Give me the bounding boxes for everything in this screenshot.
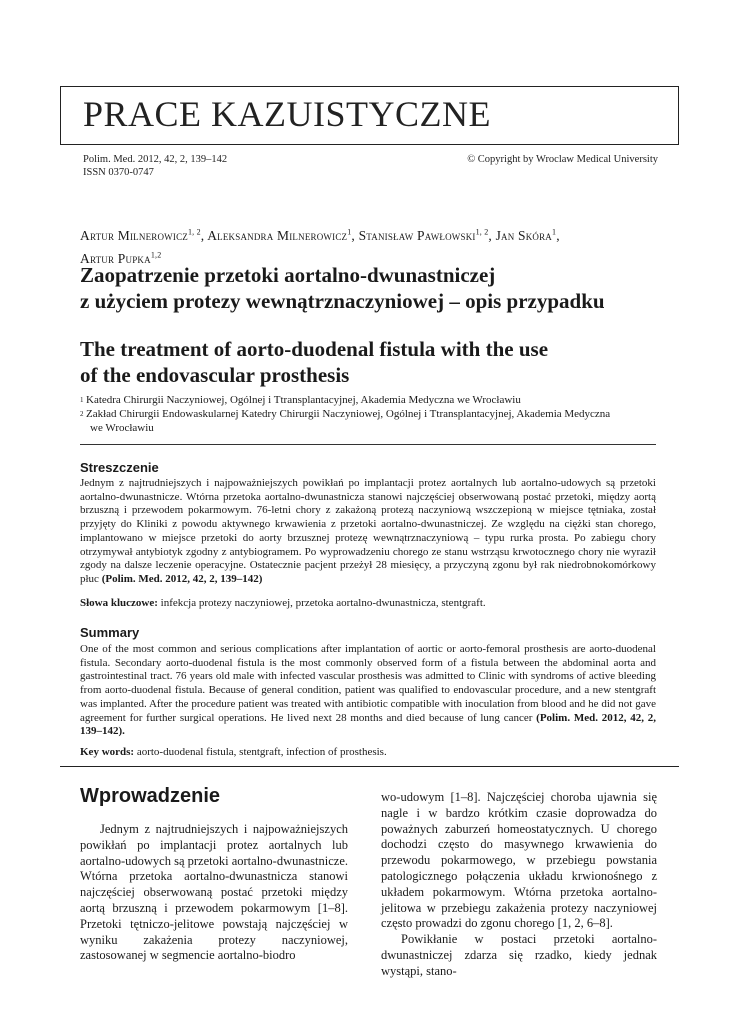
author: Stanisław Pawłowski$^{1, 2}$, (358, 227, 496, 243)
author: Jan Skóra$^1$, (495, 227, 560, 243)
affiliation-2 (80, 407, 670, 421)
divider (60, 766, 679, 767)
abstract-text: Jednym z najtrudniejszych i najpoważniejszych powikłań po implantacji protez aortalnych lub aortalno-udowych są przetoki aortalno-dwunastnicze. Wtórna przetoka aortalno-dwunastnicza stanowi najczęściej obserwowaną postać przetoki, między aortą brzuszną i przewodem pokarmowym. 76-letni chory z zakażoną protezą naczyniową wszczepioną w miejsce tętniaka, został przyjęty do Kliniki z powodu aktywnego krwawienia z przetoki aortalno-dwunastniczej. Ze względu na ciężki stan chorego, implantowano w miejsce przetoki do aorty brzusznej protezę wewnątrznaczyniową – typu rurka prosta. Po zabiegu chory otrzymywał antybiotyk zgodny z antybiogramem. Po wyprowadzeniu chorego ze stanu wstrząsu krwotocznego chory nie wyraził zgody na dalsze leczenie operacyjne. Ostatecznie pacjent przeżył 28 miesięcy, a przyczyną zgonu był rak niedrobnokomórkowy płuc (80, 477, 656, 585)
affiliation-text: Zakład Chirurgii Endowaskularnej Katedry Chirurgii Naczyniowej, Ogólnej i Ttransplantacyjnej, Akademia Medyczna (86, 408, 611, 420)
title-polish-line: Zaopatrzenie przetoki aortalno-dwunastniczej (80, 263, 496, 287)
streszczenie-body (80, 477, 656, 587)
paragraph: wo-udowym [1–8]. Najczęściej choroba ujawnia się nagle i w bardzo krótkim czasie doprowadza do poważnych zaburzeń homeostatycznych. U chorego dochodzi często do masywnego krwawienia do przewodu pokarmowego, w przebiegu powstania patologicznego połączenia układu krwionośnego z układem pokarmowym. Wtórna przetoka aortalno-jelitowa w przebiegu zakażenia protezy naczyniowej często prowadzi do zgonu chorego [1, 2, 6–8]. (381, 790, 657, 931)
paragraph: Powikłanie w postaci przetoki aortalno-dwunastniczej zdarza się rzadko, kiedy jednak wystąpi, stano- (381, 932, 657, 978)
summary-body (80, 643, 656, 739)
divider (80, 444, 656, 445)
section-title: PRACE KAZUISTYCZNE (83, 94, 492, 134)
slowa-kluczowe (80, 597, 656, 611)
title-polish (80, 262, 680, 314)
journal-citation: Polim. Med. 2012, 42, 2, 139–142 (83, 154, 228, 165)
author: Artur Milnerowicz$^{1, 2}$, (80, 227, 208, 243)
intro-right-column (381, 790, 657, 980)
intro-left-column (80, 822, 348, 964)
affiliation-1 (80, 393, 670, 407)
keywords-label: Słowa kluczowe: (80, 597, 158, 609)
author: Artur Pupka$^{1,2}$ (80, 250, 162, 266)
affiliation-number: 2 (80, 410, 84, 418)
affiliations (80, 393, 670, 435)
summary-heading: Summary (80, 625, 140, 640)
keywords-text: aorto-duodenal fistula, stentgraft, infection of prosthesis. (136, 746, 387, 758)
title-english-line: of the endovascular prosthesis (80, 363, 350, 387)
title-polish-line: z użyciem protezy wewnątrznaczyniowej – opis przypadku (80, 289, 605, 313)
streszczenie-heading: Streszczenie (80, 460, 159, 475)
abstract-citation: (Polim. Med. 2012, 42, 2, 139–142) (101, 572, 263, 585)
abstract-citation: (Polim. Med. 2012, 42, 2, 139–142). (80, 711, 656, 738)
journal-issn: ISSN 0370-0747 (83, 167, 154, 178)
abstract-text: One of the most common and serious complications after implantation of aortic or aorto-femoral prosthesis are aorto-duodenal fistula. Secondary aorto-duodenal fistula is the most commonly observed form of a fistula between the abdominal aorta and gastrointestinal tract. 76 years old male with infected vascular prosthesis was admitted to Clinic with syndroms of active bleeding from aorto-duodenal fistula. Because of general condition, patient was qualified to endovascular procedure, and a new stentgraft was implanted. After the procedure patient was treated with antibiotic compatible with inoculation from blood and he did not gave agreement for further surgical operations. He lived next 28 months and died because of lung cancer (80, 643, 656, 724)
key-words (80, 746, 656, 760)
affiliation-text: Katedra Chirurgii Naczyniowej, Ogólnej i Ttransplantacyjnej, Akademia Medyczna we Wrocławiu (86, 394, 521, 406)
title-english (80, 336, 680, 388)
intro-heading: Wprowadzenie (80, 785, 221, 807)
title-english-line: The treatment of aorto-duodenal fistula with the use (80, 337, 549, 361)
keywords-label: Key words: (80, 746, 135, 758)
keywords-text: infekcja protezy naczyniowej, przetoka aortalno-dwunastnicza, stentgraft. (160, 597, 486, 609)
author: Aleksandra Milnerowicz$^1$, (207, 227, 359, 243)
copyright-notice: © Copyright by Wroclaw Medical University (467, 154, 658, 165)
paragraph: Jednym z najtrudniejszych i najpoważniejszych powikłań po implantacji protez aortalnych lub aortalno-udowych są przetoki aortalno-dwunastnicze. Wtórna przetoka aortalno-dwunastnicza stanowi najczęściej obserwowaną postać przetoki między aortą brzuszną i przewodem pokarmowym [1–8]. Przetoki tętniczo-jelitowe powstają najczęściej w wyniku zakażenia protezy naczyniowej, zastosowanej w segmencie aortalno-biodro (80, 822, 348, 963)
affiliation-text: we Wrocławiu (90, 422, 154, 434)
affiliation-number: 1 (80, 396, 84, 404)
